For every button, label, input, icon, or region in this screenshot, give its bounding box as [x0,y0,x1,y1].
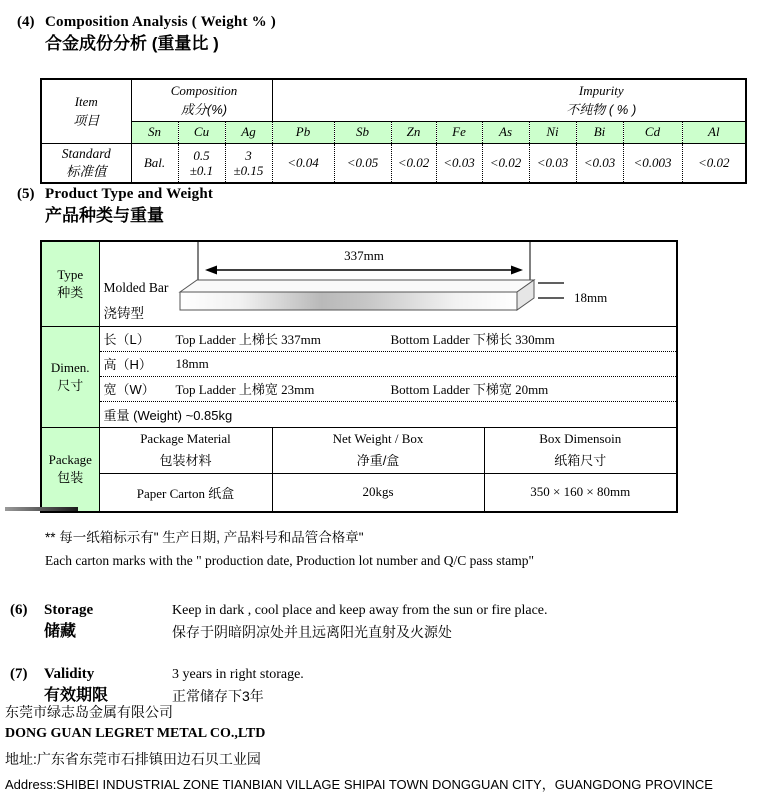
product-table [40,240,678,513]
section-6-number: (6) [10,602,28,618]
dimensions-cell [99,326,677,427]
validity-text-cn: 正常储存下3年 [172,688,264,704]
value-pb: <0.04 [272,143,334,183]
standard-label-cn: 标准值 [66,163,107,179]
type-label-cn: 种类 [57,284,84,300]
element-header-al: Al [682,121,746,143]
value-bi: <0.03 [576,143,623,183]
impurity-header-en: Impurity [578,83,624,99]
standard-values-row [41,143,746,183]
value-sn: Bal. [131,143,178,183]
validity-label-cn: 有效期限 [44,687,109,704]
package-value-net-weight: 20kgs [273,474,485,512]
height-tick-marks [538,283,564,298]
section-7-number: (7) [10,666,28,682]
dimension-row-length: 长（L） Top Ladder 上梯长 337mm Bottom Ladder 下梯长 330mm [100,327,677,352]
dimension-row-weight: 重量 (Weight) ~0.85kg [103,407,233,423]
package-value-material: Paper Carton 纸盒 [100,474,273,512]
validity-text-en: 3 years in right storage. [172,667,304,682]
storage-label-en: Storage [44,602,94,618]
type-value-en: Molded Bar [103,280,169,295]
storage-text-en: Keep in dark , cool place and keep away from the sun or fire place. [172,603,548,618]
value-ag: 3 ±0.15 [225,143,272,183]
section-5-number: (5) [17,186,35,202]
composition-table [40,78,747,184]
package-header-box-dimension: Box Dimensoin 纸箱尺寸 [485,428,677,474]
item-header-cn: 项目 [73,113,100,129]
section-6-storage [10,600,548,643]
value-al: <0.02 [682,143,746,183]
standard-row-label [41,143,131,183]
validity-label-en: Validity [44,666,95,682]
bar-3d-shape [180,280,534,310]
value-ni: <0.03 [529,143,576,183]
section-4-heading [17,12,276,56]
package-label-en: Package [48,452,92,468]
height-label: 18mm [573,290,607,305]
standard-label-en: Standard [61,145,111,161]
package-header-net-weight: Net Weight / Box 净重/盒 [273,428,485,474]
company-name-en: DONG GUAN LEGRET METAL CO.,LTD [5,726,266,741]
package-label-cn: 包装 [57,470,84,486]
section-7-validity [10,664,304,707]
dimension-label-cell [41,326,99,427]
type-label-en: Type [57,266,84,282]
element-header-sn: Sn [131,121,178,143]
carton-note-en: Each carton marks with the " production date, Production lot number and Q/C pass stamp" [45,553,535,568]
element-header-sb: Sb [334,121,391,143]
composition-header-cn: 成分(%) [180,102,228,118]
type-diagram-cell [99,241,677,326]
element-header-bi: Bi [576,121,623,143]
section-4-title-cn: 合金成份分析 (重量比 ) [45,34,219,53]
element-header-pb: Pb [272,121,334,143]
dimension-label-en: Dimen. [50,359,90,375]
company-name-cn: 东莞市绿志岛金属有限公司 [5,704,173,720]
section-4-title-en: Composition Analysis ( Weight % ) [45,14,276,30]
address-en: Address:SHIBEI INDUSTRIAL ZONE TIANBIAN VILLAGE SHIPAI TOWN DONGGUAN CITY，GUANGDONG PROVINCE [5,777,713,792]
dimension-row-width: 宽（W） Top Ladder 上梯宽 23mm Bottom Ladder 下梯宽 20mm [100,377,677,402]
address-cn: 地址:广东省东莞市石排镇田边石贝工业园 [5,751,261,767]
composition-header-cell [131,79,272,121]
element-header-cu: Cu [178,121,225,143]
element-header-as: As [482,121,529,143]
dimension-row-height: 高（H） 18mm [100,352,677,377]
package-label-cell [41,427,99,512]
package-cell [99,427,677,512]
dimension-label-cn: 尺寸 [57,377,84,393]
value-fe: <0.03 [436,143,482,183]
molded-bar-diagram [100,242,678,325]
value-sb: <0.05 [334,143,391,183]
package-header-material: Package Material 包装材料 [100,428,273,474]
section-5-title-en: Product Type and Weight [45,186,214,202]
type-label-cell [41,241,99,326]
scan-artifact-line [5,507,78,511]
value-cd: <0.003 [623,143,682,183]
element-header-ni: Ni [529,121,576,143]
section-5-heading [17,184,213,228]
section-4-number: (4) [17,14,35,30]
element-header-cd: Cd [623,121,682,143]
item-header-en: Item [74,94,98,110]
package-value-box-dimension: 350 × 160 × 80mm [530,484,631,500]
length-label: 337mm [343,248,384,263]
value-as: <0.02 [482,143,529,183]
length-dimension-arrow [205,266,523,275]
type-value-cn: 浇铸型 [103,306,144,321]
value-zn: <0.02 [391,143,436,183]
element-header-row [41,121,746,143]
element-header-fe: Fe [436,121,482,143]
composition-header-en: Composition [170,83,238,99]
storage-label-cn: 储藏 [44,623,77,640]
impurity-header-cell [272,79,746,121]
item-header-cell [41,79,131,143]
impurity-header-cn: 不纯物 ( % ) [566,102,637,118]
element-header-ag: Ag [225,121,272,143]
value-cu: 0.5 ±0.1 [178,143,225,183]
storage-text-cn: 保存于阴暗阴凉处并且远离阳光直射及火源处 [172,624,452,640]
carton-note-cn: ** 每一纸箱标示有" 生产日期, 产品料号和品管合格章" [45,530,364,545]
element-header-zn: Zn [391,121,436,143]
section-5-title-cn: 产品种类与重量 [45,206,164,225]
